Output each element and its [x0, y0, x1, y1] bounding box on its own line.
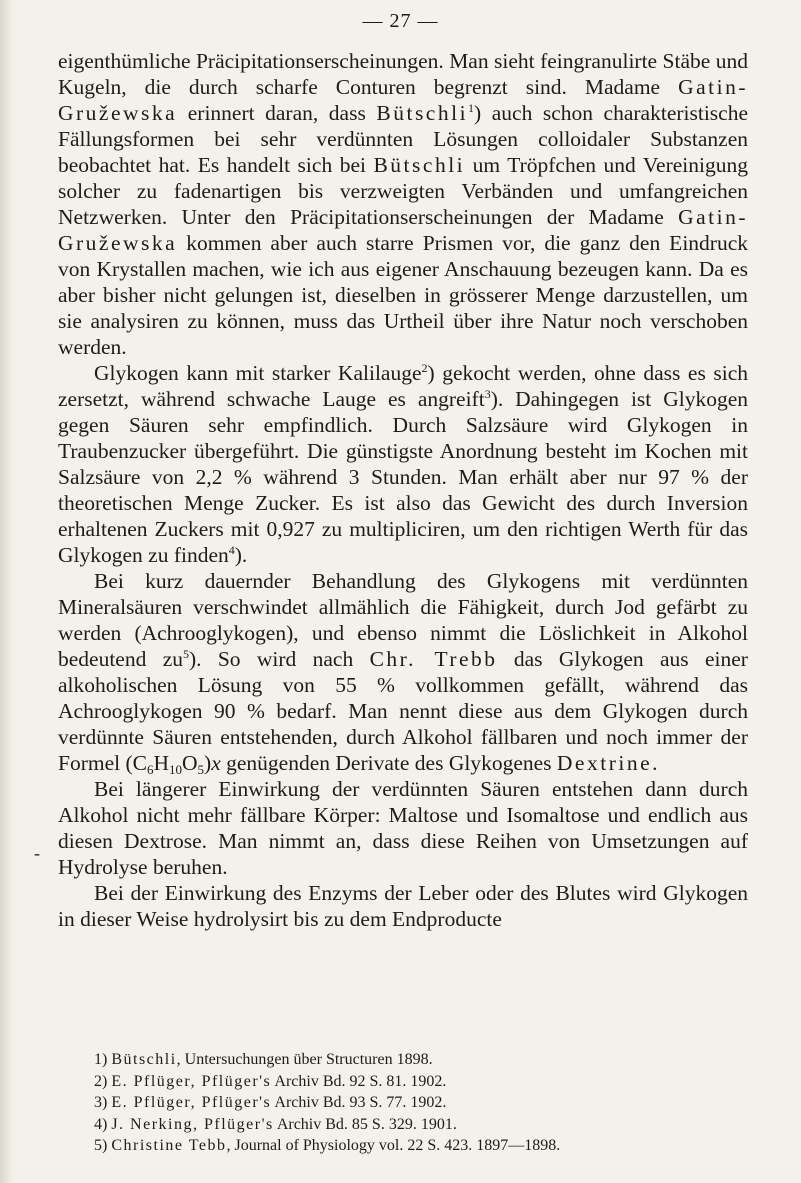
footnote [94, 1049, 754, 1071]
text-run: erinnert daran, dass [177, 101, 377, 125]
footnote-ref: 2 [421, 361, 428, 375]
formula-variable: x [211, 751, 221, 775]
text-run: ) gekocht werden, ohne dass es sich zersetzt, während schwache Lauge es angreift [58, 361, 749, 411]
footnote-ref: 5 [182, 647, 189, 661]
text-run: ). So wird nach [188, 647, 370, 671]
footnote-number: 1) [94, 1051, 108, 1068]
footnote-number: 4) [94, 1115, 108, 1133]
text-run: ) auch schon charakteristische Fällungsformen bei sehr verdünnten Lösungen colloidaler Substanzen beobachtet hat. Es handelt sich bei [58, 101, 749, 177]
spaced-name: Dextrine [556, 751, 653, 775]
footnote [94, 1071, 754, 1093]
margin-mark: - [34, 843, 40, 863]
text-run: H [153, 751, 170, 775]
body-text [58, 48, 748, 932]
paragraph [58, 568, 748, 776]
paragraph [58, 776, 748, 880]
page-number: — 27 — [362, 10, 439, 32]
formula-subscript: 10 [169, 762, 183, 777]
text-run: das Glykogen aus einer alkoholischen Lösung von 55 % vollkommen gefällt, während das Achrooglykogen 90 % bedarf. Man nennt diese aus dem Glykogen durch verdünnte Säuren entstehenden, durch Alkohol fällbaren und noch immer der Formel (C [58, 647, 748, 775]
spaced-name: Chr. Trebb [369, 647, 498, 671]
page-edge-shadow [0, 0, 14, 1183]
footnote-citation: Archiv Bd. 85 S. 329. 1901. [273, 1115, 457, 1133]
footnote-citation: Archiv Bd. 92 S. 81. 1902. [271, 1072, 447, 1090]
paragraph [58, 880, 748, 932]
footnote-ref: 4 [228, 543, 235, 557]
text-run: genügenden Derivate des Glykogenes [220, 751, 557, 775]
text-run: ). [234, 543, 248, 567]
footnote-author: E. Pflüger, Pflüger's [111, 1072, 272, 1090]
text-run: kommen aber auch starre Prismen vor, die ganz den Eindruck von Krystallen machen, wie ich aus eigener Anschauung bezeugen kann. Da es aber bisher nicht gelungen ist, dieselben in grösserer Menge darzustellen, um sie analysiren zu können, muss das Urtheil über ihre Natur noch verschoben werden. [58, 231, 748, 359]
footnote-citation: Archiv Bd. 93 S. 77. 1902. [271, 1094, 447, 1111]
footnote-ref: 3 [484, 387, 491, 401]
footnote [94, 1114, 754, 1136]
footnote-number: 2) [94, 1072, 108, 1090]
footnote [94, 1092, 754, 1114]
text-run: Bei längerer Einwirkung der verdünnten Säuren entstehen dann durch Alkohol nicht mehr fällbare Körper: Maltose und Isomaltose und endlich aus diesen Dextrose. Man nimmt an, dass diese Reihen von Umsetzungen auf Hydrolyse beruhen. [58, 777, 748, 879]
footnote-author: E. Pflüger, Pflüger's [111, 1094, 272, 1111]
footnotes [94, 1049, 754, 1157]
formula-subscript: 5 [197, 762, 205, 777]
spaced-name: Bütschli [373, 153, 466, 177]
text-run: Glykogen kann mit starker Kalilauge [94, 361, 422, 385]
text-run: ) [204, 751, 212, 775]
paragraph [58, 48, 748, 360]
footnote-author: Bütschli [111, 1051, 177, 1068]
footnote-number: 3) [94, 1094, 108, 1111]
footnote-citation: , Journal of Physiology vol. 22 S. 423. 1897—1898. [226, 1137, 561, 1154]
text-run: . [652, 751, 658, 775]
spaced-name: Bütschli [376, 101, 469, 125]
footnote-author: Christine Tebb [111, 1137, 227, 1154]
paragraph [58, 360, 748, 568]
text-run: eigenthümliche Präcipitationserscheinungen. Man sieht feingranulirte Stäbe und Kugeln, die durch scharfe Conturen begrenzt sind. Madame [58, 49, 748, 99]
spaced-name: Gatin-Gružewska [58, 205, 748, 255]
footnote-author: J. Nerking, Pflüger's [111, 1115, 274, 1133]
footnote-number: 5) [94, 1137, 108, 1154]
text-run: O [182, 751, 198, 775]
footnote [94, 1135, 754, 1157]
footnote-ref: 1 [468, 101, 475, 115]
text-run: Bei der Einwirkung des Enzyms der Leber oder des Blutes wird Glykogen in dieser Weise hydrolysirt bis zu dem Endproducte [58, 881, 748, 931]
spaced-name: Gatin-Gružewska [58, 75, 748, 125]
text-run: um Tröpfchen und Vereinigung solcher zu fadenartigen bis verzweigten Verbänden und umfangreichen Netzwerken. Unter den Präcipitationserscheinungen der Madame [58, 153, 748, 229]
footnote-citation: , Untersuchungen über Structuren 1898. [176, 1051, 433, 1068]
formula-subscript: 6 [146, 762, 154, 777]
text-run: Bei kurz dauernder Behandlung des Glykogens mit verdünnten Mineralsäuren verschwindet allmählich die Fähigkeit, durch Jod gefärbt zu werden (Achrooglykogen), und ebenso nimmt die Löslichkeit in Alkohol bedeutend zu [58, 569, 748, 671]
text-run: ). Dahingegen ist Glykogen gegen Säuren sehr empfindlich. Durch Salzsäure wird Glykogen in Traubenzucker übergeführt. Die günstigste Anordnung besteht im Kochen mit Salzsäure von 2,2 % während 3 Stunden. Man erhält aber nur 97 % der theoretischen Menge Zucker. Es ist also das Gewicht des durch Inversion erhaltenen Zuckers mit 0,927 zu multipliciren, um den richtigen Werth für das Glykogen zu finden [58, 387, 748, 567]
